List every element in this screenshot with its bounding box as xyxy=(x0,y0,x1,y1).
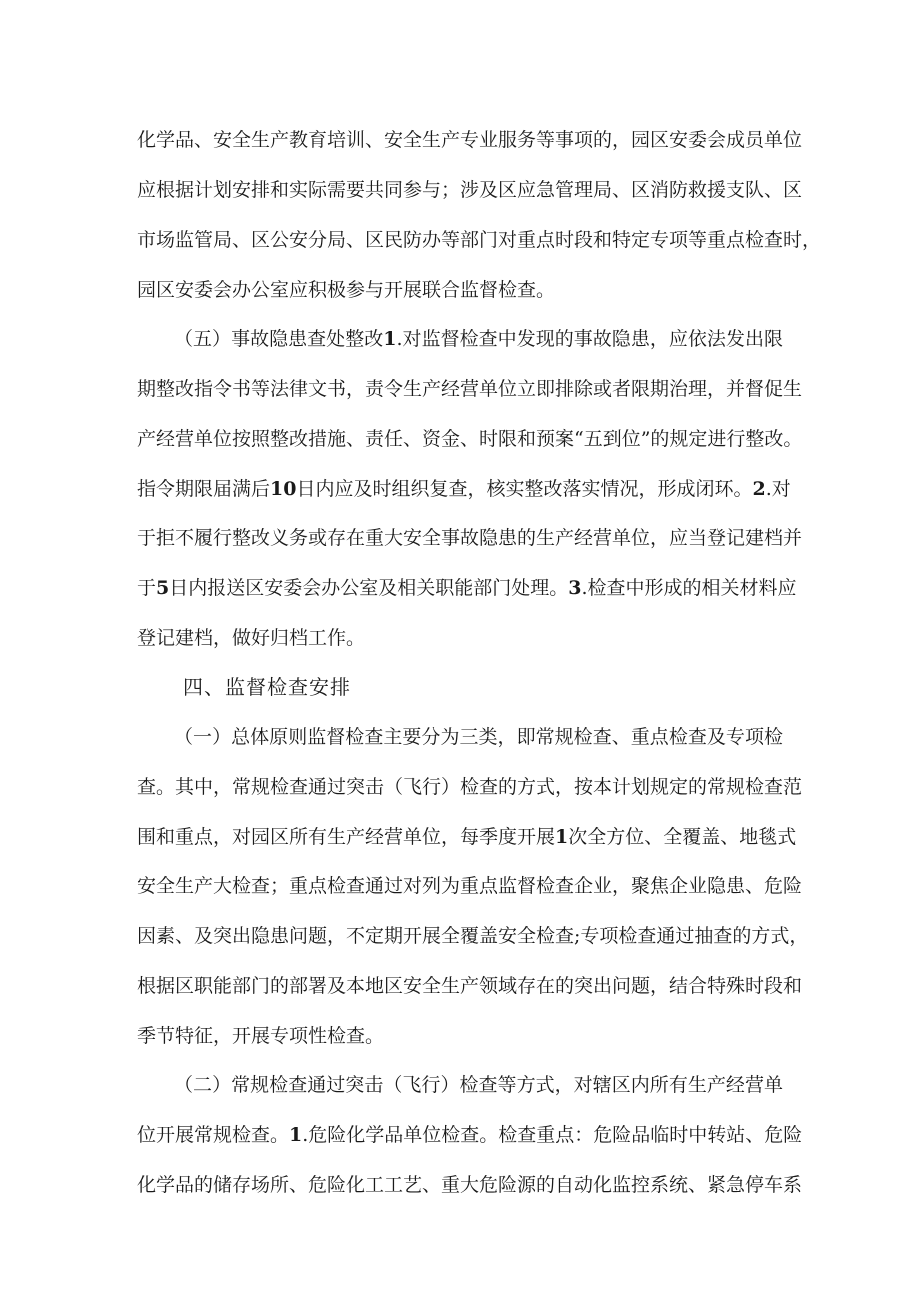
number-span: 10 xyxy=(270,478,297,500)
paragraph-line: （二）常规检查通过突击（飞行）检查等方式，对辖区内所有生产经营单 xyxy=(174,1074,783,1096)
item-number: 2 xyxy=(752,478,766,500)
text-span: 日内应及时组织复查，核实整改落实情况，形成闭环。 xyxy=(296,478,753,500)
item-number: 3 xyxy=(568,577,582,599)
text-span: 围和重点，对园区所有生产经营单位，每季度开展 xyxy=(137,826,556,848)
number-span: 5 xyxy=(156,577,170,599)
paragraph-line: 根据区职能部门的部署及本地区安全生产领域存在的突出问题，结合特殊时段和 xyxy=(137,975,803,997)
text-span: 位开展常规检查。 xyxy=(137,1124,290,1146)
paragraph-line: 登记建档，做好归档工作。 xyxy=(137,627,366,649)
text-span: .对 xyxy=(765,478,791,500)
paragraph-line: 产经营单位按照整改措施、责任、资金、时限和预案“五到位”的规定进行整改。 xyxy=(137,428,803,450)
paragraph-line xyxy=(137,825,797,849)
section-heading: 四、监督检查安排 xyxy=(183,675,351,699)
paragraph-line: 化学品、安全生产教育培训、安全生产专业服务等事项的，园区安委会成员单位 xyxy=(137,129,803,151)
paragraph-line: 期整改指令书等法律文书，责令生产经营单位立即排除或者限期治理，并督促生 xyxy=(137,378,803,400)
paragraph-line xyxy=(137,477,791,501)
paragraph-line: 安全生产大检查；重点检查通过对列为重点监督检查企业，聚焦企业隐患、危险 xyxy=(137,875,803,897)
paragraph-line: 因素、及突出隐患问题，不定期开展全覆盖安全检查;专项检查通过抽查的方式， xyxy=(137,925,809,947)
paragraph-line xyxy=(174,327,783,351)
paragraph-line xyxy=(137,1123,803,1147)
paragraph-line: 查。其中，常规检查通过突击（飞行）检查的方式，按本计划规定的常规检查范 xyxy=(137,776,803,798)
number-span: 1 xyxy=(555,826,569,848)
text-span: .检查中形成的相关材料应 xyxy=(581,577,797,599)
text-span: 指令期限届满后 xyxy=(137,478,271,500)
item-number: 1 xyxy=(289,1124,303,1146)
item-number: 1 xyxy=(383,328,397,350)
text-span: （五）事故隐患查处整改 xyxy=(174,328,384,350)
text-span: 于 xyxy=(137,577,157,599)
paragraph-line: 季节特征，开展专项性检查。 xyxy=(137,1025,385,1047)
text-span: .危险化学品单位检查。检查重点：危险品临时中转站、危险 xyxy=(302,1124,803,1146)
text-span: 日内报送区安委会办公室及相关职能部门处理。 xyxy=(169,577,569,599)
paragraph-line: 应根据计划安排和实际需要共同参与；涉及区应急管理局、区消防救援支队、区 xyxy=(137,179,803,201)
paragraph-line: 化学品的储存场所、危险化工工艺、重大危险源的自动化监控系统、紧急停车系 xyxy=(137,1174,803,1196)
paragraph-line: 于拒不履行整改义务或存在重大安全事故隐患的生产经营单位，应当登记建档并 xyxy=(137,527,803,549)
paragraph-line: 园区安委会办公室应积极参与开展联合监督检查。 xyxy=(137,279,556,301)
paragraph-line: 市场监管局、区公安分局、区民防办等部门对重点时段和特定专项等重点检查时， xyxy=(137,229,822,251)
paragraph-line xyxy=(137,576,797,600)
paragraph-line: （一）总体原则监督检查主要分为三类，即常规检查、重点检查及专项检 xyxy=(174,726,783,748)
text-span: .对监督检查中发现的事故隐患，应依法发出限 xyxy=(396,328,783,350)
text-span: 次全方位、全覆盖、地毯式 xyxy=(568,826,797,848)
